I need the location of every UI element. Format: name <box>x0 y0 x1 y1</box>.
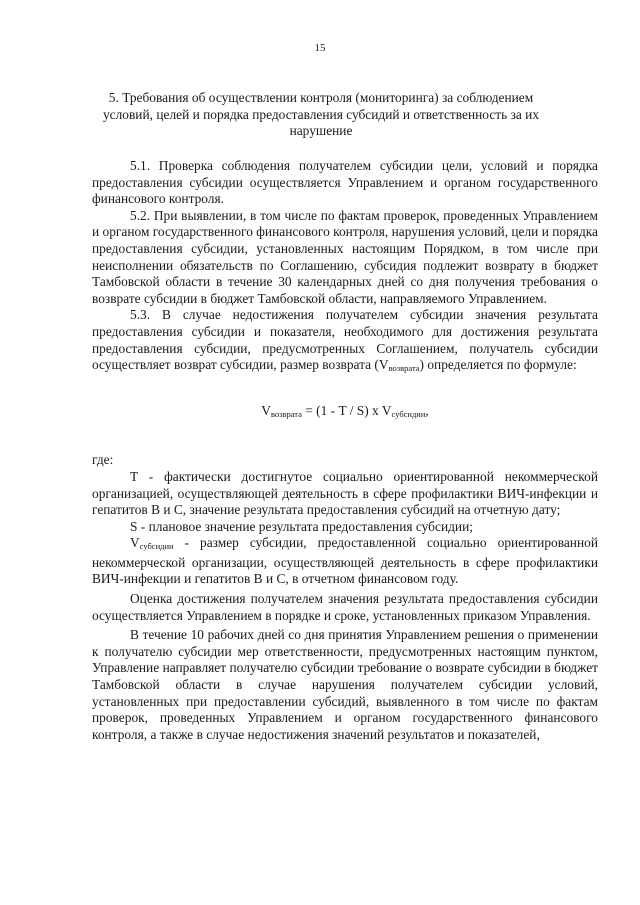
section-title: 5. Требования об осуществлении контроля (мониторинга) за соблюдением условий, целей и порядка предоставления субсидий и ответственность за их нарушение <box>102 90 540 139</box>
formula <box>92 403 598 423</box>
where-label: где: <box>92 452 114 468</box>
paragraph-10-days: В течение 10 рабочих дней со дня принятия Управлением решения о применении к получателю субсидии мер ответственности, предусмотренных настоящим пунктом, Управление направляет получателю субсидии требование о возврате субсидии в бюджет Тамбовской области в случае нарушения получателем субсидии условий, установленных при предоставлении субсидий, выявленного в том числе по фактам проверок, проведенных Управлением и органом государственного финансового контроля, а также в случае недостижения значений результатов и показателей, <box>92 627 598 742</box>
document-body <box>92 158 598 743</box>
formula-end: , <box>425 402 429 418</box>
definition-v-subscript: субсидии <box>139 541 174 552</box>
paragraph-5-2: 5.2. При выявлении, в том числе по фактам проверок, проведенных Управлением и органом государственного финансового контроля, нарушения условий, цели и порядка предоставления субсидии, установленных настоящим Порядком, в том числе при неисполнении обязательств по Соглашению, субсидия подлежит возврату в бюджет Тамбовской области в течение 30 календарных дней со дня получения требования о возврате субсидии в бюджет Тамбовской области, направляемого Управлением. <box>92 207 598 306</box>
paragraph-5-3-subscript: возврата <box>388 363 420 374</box>
definition-s: S - плановое значение результата предоставления субсидии; <box>130 518 473 534</box>
definition-v-letter: V <box>130 535 140 551</box>
paragraph-evaluation: Оценка достижения получателем значения результата предоставления субсидии осуществляется Управлением в порядке и сроке, установленных приказом Управления. <box>92 591 598 623</box>
paragraph-5-3 <box>92 307 598 376</box>
definition-v-text: - размер субсидии, предоставленной социально ориентированной некоммерческой организации, осуществляющей деятельность в сфере профилактики ВИЧ-инфекции и гепатитов В и С, в отчетном финансовом году. <box>92 535 598 587</box>
definition-t: T - фактически достигнутое социально ориентированной некоммерческой организацией, осуществляющей деятельность в сфере профилактики ВИЧ-инфекции и гепатитов В и С, значение результата предоставления субсидий на отчетную дату; <box>92 468 598 518</box>
paragraph-5-1: 5.1. Проверка соблюдения получателем субсидии цели, условий и порядка предоставления субсидии осуществляется Управлением и органом государственного финансового контроля. <box>92 158 598 207</box>
paragraph-5-3-text: 5.3. В случае недостижения получателем субсидии значения результата предоставления субсидии и показателя, необходимого для достижения результата предоставления субсидии, предусмотренных Соглашением, получатель субсидии осуществляет возврат субсидии, размер возврата (V <box>92 307 598 373</box>
definition-v-subsidy <box>92 535 598 588</box>
formula-sub-subsidy: субсидии <box>391 408 426 419</box>
paragraph-5-3-tail: ) определяется по формуле: <box>419 357 577 373</box>
formula-expression: = (1 - T / S) x V <box>301 402 392 418</box>
formula-v: V <box>261 402 271 418</box>
page-number: 15 <box>314 42 326 54</box>
formula-sub-return: возврата <box>270 408 302 419</box>
